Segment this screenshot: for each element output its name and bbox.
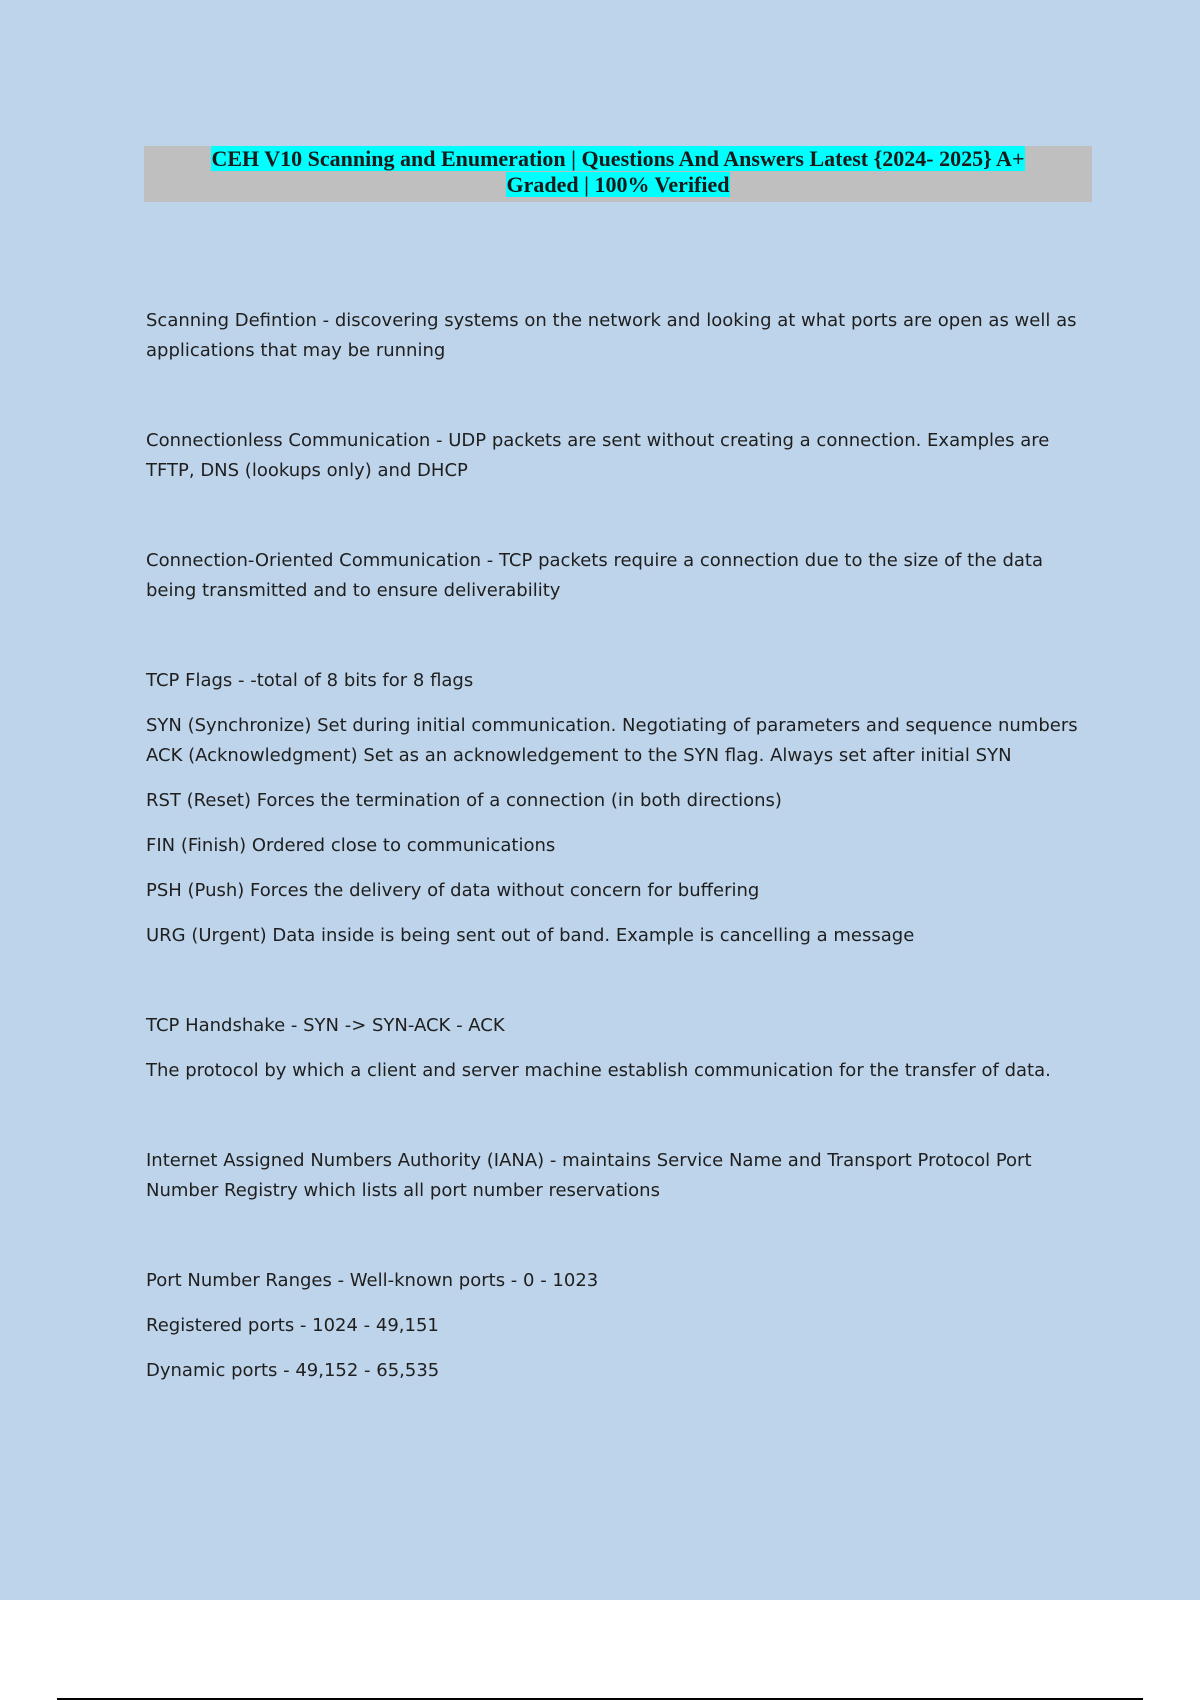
flag-fin: FIN (Finish) Ordered close to communications bbox=[146, 835, 556, 856]
flag-psh: PSH (Push) Forces the delivery of data without concern for buffering bbox=[146, 880, 760, 901]
entry-line: being transmitted and to ensure deliverability bbox=[146, 580, 561, 601]
entry-text: The protocol by which a client and server machine establish communication for the transfer of data. bbox=[146, 1060, 1051, 1081]
title-line-1: CEH V10 Scanning and Enumeration | Questions And Answers Latest {2024- 2025} A+ bbox=[211, 146, 1025, 171]
entry-connectionless-communication bbox=[146, 426, 1096, 486]
entry-scanning-definition bbox=[146, 306, 1096, 366]
range-registered: Registered ports - 1024 - 49,151 bbox=[146, 1315, 439, 1336]
flag-syn: SYN (Synchronize) Set during initial communication. Negotiating of parameters and sequence numbers bbox=[146, 715, 1078, 736]
flag-urg: URG (Urgent) Data inside is being sent out of band. Example is cancelling a message bbox=[146, 925, 915, 946]
range-dynamic: Dynamic ports - 49,152 - 65,535 bbox=[146, 1360, 440, 1381]
entry-connection-oriented-communication bbox=[146, 546, 1096, 606]
entry-line: Scanning Defintion - discovering systems on the network and looking at what ports are open as well as bbox=[146, 310, 1077, 331]
entry-iana bbox=[146, 1146, 1096, 1206]
entry-line: Number Registry which lists all port number reservations bbox=[146, 1180, 660, 1201]
entry-line: applications that may be running bbox=[146, 340, 446, 361]
entry-tcp-flags bbox=[146, 666, 1096, 951]
entry-port-number-ranges bbox=[146, 1266, 1096, 1386]
entry-line: Connectionless Communication - UDP packets are sent without creating a connection. Examples are bbox=[146, 430, 1050, 451]
flag-rst: RST (Reset) Forces the termination of a connection (in both directions) bbox=[146, 790, 782, 811]
entry-tcp-handshake bbox=[146, 1011, 1096, 1086]
entry-line: Connection-Oriented Communication - TCP packets require a connection due to the size of the data bbox=[146, 550, 1043, 571]
flag-ack: ACK (Acknowledgment) Set as an acknowledgement to the SYN flag. Always set after initial SYN bbox=[146, 745, 1012, 766]
entry-heading: TCP Handshake - SYN -> SYN-ACK - ACK bbox=[146, 1015, 505, 1036]
title-line-2: Graded | 100% Verified bbox=[506, 172, 730, 197]
document-body bbox=[146, 306, 1096, 1386]
entry-line: Internet Assigned Numbers Authority (IANA) - maintains Service Name and Transport Protocol Port bbox=[146, 1150, 1032, 1171]
entry-heading: Port Number Ranges - Well-known ports - 0 - 1023 bbox=[146, 1270, 599, 1291]
document-title bbox=[144, 146, 1092, 202]
entry-heading: TCP Flags - -total of 8 bits for 8 flags bbox=[146, 670, 474, 691]
entry-line: TFTP, DNS (lookups only) and DHCP bbox=[146, 460, 468, 481]
